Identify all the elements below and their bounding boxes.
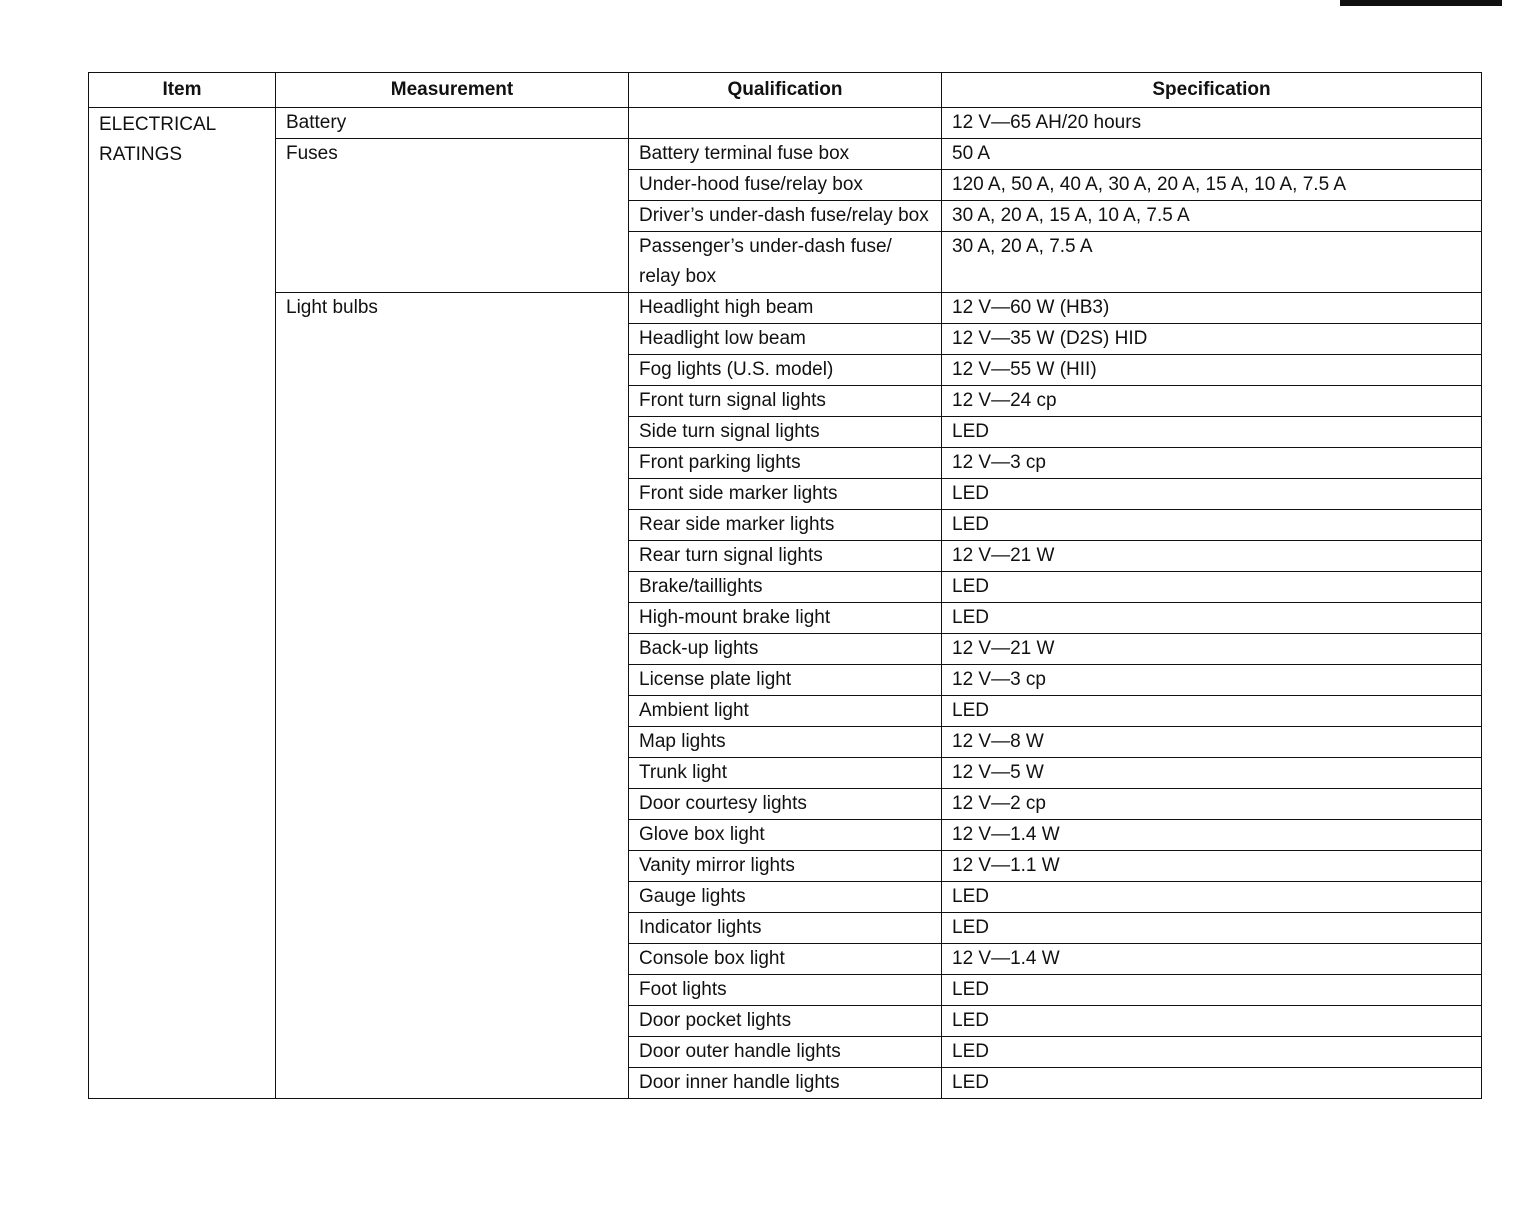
qualification-cell: Console box light: [629, 944, 942, 975]
qualification-cell: Driver’s under-dash fuse/relay box: [629, 201, 942, 232]
specification-cell: LED: [942, 975, 1482, 1006]
qualification-cell: Brake/taillights: [629, 572, 942, 603]
qualification-cell: License plate light: [629, 665, 942, 696]
specification-cell: 50 A: [942, 139, 1482, 170]
corner-mark: [1340, 0, 1502, 6]
header-measurement: Measurement: [276, 73, 629, 108]
qualification-cell: High-mount brake light: [629, 603, 942, 634]
specification-cell: LED: [942, 417, 1482, 448]
qualification-cell: Battery terminal fuse box: [629, 139, 942, 170]
header-row: [89, 73, 1482, 108]
specification-cell: LED: [942, 479, 1482, 510]
qualification-cell: Foot lights: [629, 975, 942, 1006]
qualification-cell: Fog lights (U.S. model): [629, 355, 942, 386]
qualification-cell: Indicator lights: [629, 913, 942, 944]
qualification-cell: Headlight low beam: [629, 324, 942, 355]
item-line: RATINGS: [99, 144, 183, 165]
qualification-cell: Door courtesy lights: [629, 789, 942, 820]
specification-cell: LED: [942, 603, 1482, 634]
spec-table: [88, 72, 1482, 1099]
specification-cell: 12 V—1.4 W: [942, 820, 1482, 851]
specification-cell: 12 V—21 W: [942, 541, 1482, 572]
qualification-cell: Vanity mirror lights: [629, 851, 942, 882]
specification-cell: 12 V—21 W: [942, 634, 1482, 665]
qualification-cell: Front turn signal lights: [629, 386, 942, 417]
qualification-cell: Back-up lights: [629, 634, 942, 665]
qualification-cell: Glove box light: [629, 820, 942, 851]
specification-cell: 12 V—8 W: [942, 727, 1482, 758]
header-specification: Specification: [942, 73, 1482, 108]
qualification-cell: Front parking lights: [629, 448, 942, 479]
specification-cell: 12 V—35 W (D2S) HID: [942, 324, 1482, 355]
specification-cell: 12 V—24 cp: [942, 386, 1482, 417]
specification-cell: LED: [942, 913, 1482, 944]
specification-cell: LED: [942, 1037, 1482, 1068]
specification-cell: 30 A, 20 A, 7.5 A: [942, 232, 1482, 293]
qualification-cell: Ambient light: [629, 696, 942, 727]
specification-cell: 12 V—3 cp: [942, 448, 1482, 479]
qualification-cell: [629, 108, 942, 139]
qualification-cell: Door inner handle lights: [629, 1068, 942, 1099]
specification-cell: 12 V—65 AH/20 hours: [942, 108, 1482, 139]
specification-cell: 12 V—60 W (HB3): [942, 293, 1482, 324]
qualification-cell: Rear turn signal lights: [629, 541, 942, 572]
item-cell: [89, 108, 276, 1099]
specification-cell: 12 V—3 cp: [942, 665, 1482, 696]
specification-cell: LED: [942, 572, 1482, 603]
specification-cell: LED: [942, 1006, 1482, 1037]
qualification-cell: Map lights: [629, 727, 942, 758]
specification-cell: 12 V—5 W: [942, 758, 1482, 789]
specification-cell: 12 V—2 cp: [942, 789, 1482, 820]
header-item: Item: [89, 73, 276, 108]
qualification-cell: Headlight high beam: [629, 293, 942, 324]
item-line: ELECTRICAL: [99, 114, 217, 135]
header-qualification: Qualification: [629, 73, 942, 108]
table-row: [89, 293, 1482, 324]
qualification-cell: Side turn signal lights: [629, 417, 942, 448]
specification-cell: 120 A, 50 A, 40 A, 30 A, 20 A, 15 A, 10 A, 7.5 A: [942, 170, 1482, 201]
specification-cell: 12 V—1.1 W: [942, 851, 1482, 882]
specification-cell: LED: [942, 510, 1482, 541]
measurement-cell: Light bulbs: [276, 293, 629, 1099]
qualification-cell: Front side marker lights: [629, 479, 942, 510]
specification-cell: 30 A, 20 A, 15 A, 10 A, 7.5 A: [942, 201, 1482, 232]
qualification-cell: Trunk light: [629, 758, 942, 789]
qualification-cell: Door pocket lights: [629, 1006, 942, 1037]
table-row: [89, 108, 1482, 139]
qualification-cell: Passenger’s under-dash fuse/ relay box: [629, 232, 942, 293]
measurement-cell: Battery: [276, 108, 629, 139]
qualification-cell: Door outer handle lights: [629, 1037, 942, 1068]
specification-cell: LED: [942, 882, 1482, 913]
table-row: [89, 139, 1482, 170]
qualification-cell: Gauge lights: [629, 882, 942, 913]
specification-cell: 12 V—55 W (HII): [942, 355, 1482, 386]
qualification-cell: Rear side marker lights: [629, 510, 942, 541]
qualification-cell: Under-hood fuse/relay box: [629, 170, 942, 201]
specification-cell: 12 V—1.4 W: [942, 944, 1482, 975]
specification-cell: LED: [942, 696, 1482, 727]
specification-cell: LED: [942, 1068, 1482, 1099]
measurement-cell: Fuses: [276, 139, 629, 293]
